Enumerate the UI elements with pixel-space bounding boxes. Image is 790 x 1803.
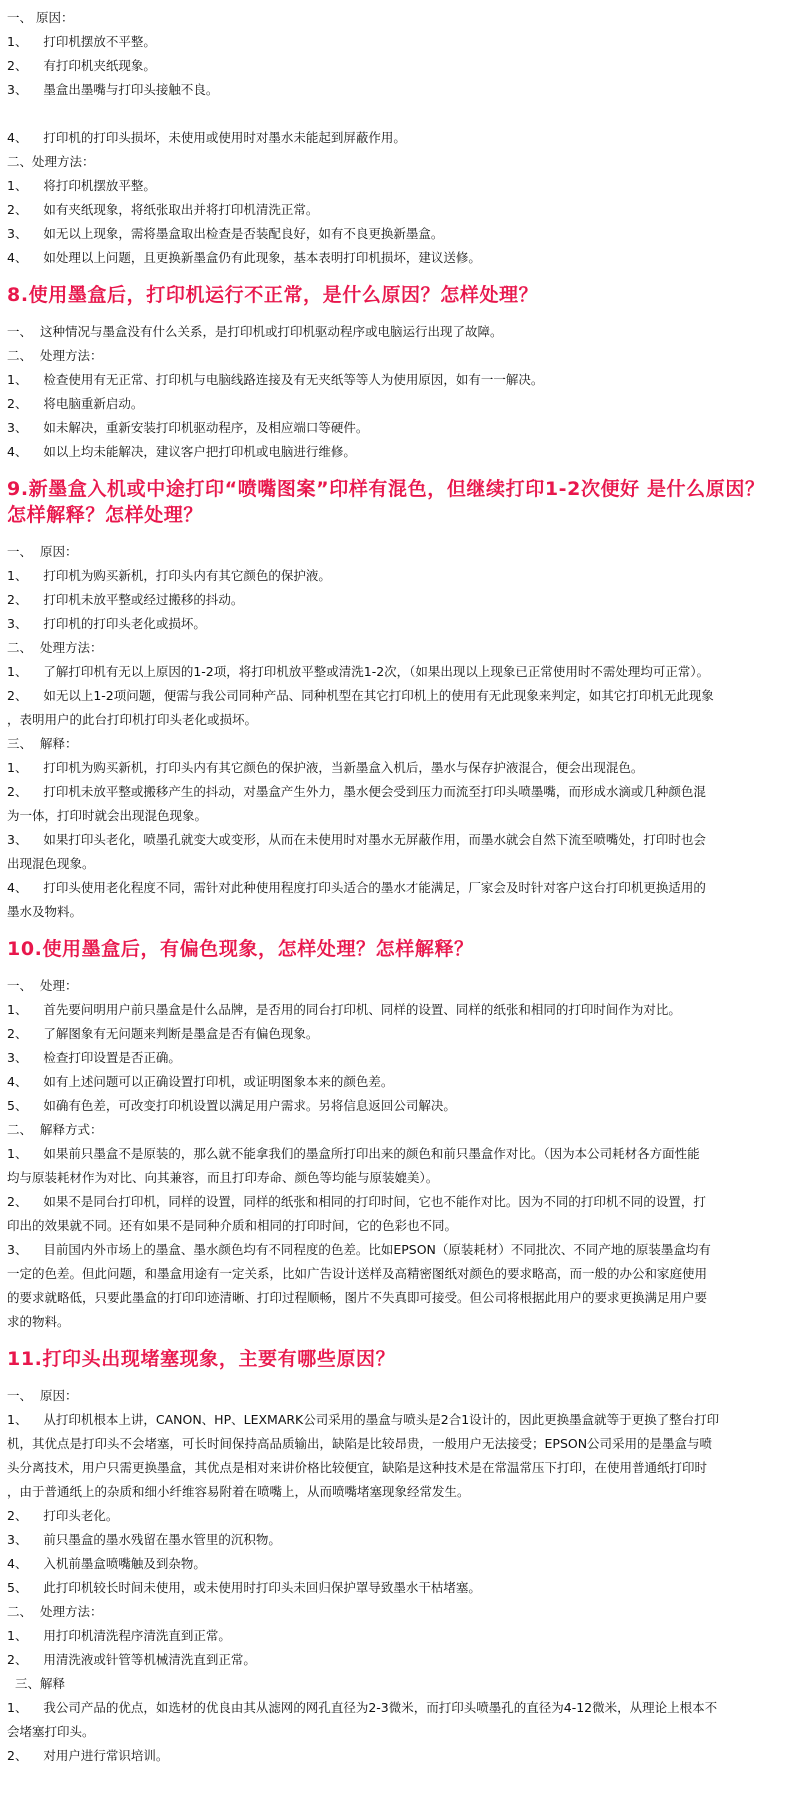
text-line: 二、处理方法： bbox=[7, 154, 95, 169]
text-line: 1、 打印机摆放不平整。 bbox=[7, 34, 156, 49]
text-line: 4、 如处理以上问题，且更换新墨盒仍有此现象，基本表明打印机损坏，建议送修。 bbox=[7, 250, 481, 265]
text-line: 4、 如以上均未能解决，建议客户把打印机或电脑进行维修。 bbox=[7, 444, 356, 459]
text-line: 4、 打印机的打印头损坏，未使用或使用时对墨水未能起到屏蔽作用。 bbox=[7, 130, 406, 145]
text-line: 1、 首先要问明用户前只墨盒是什么品牌，是否用的同台打印机、同样的设置、同样的纸张和相同的打印时间作为对比。 bbox=[7, 1002, 681, 1017]
text-line: 3、 如无以上现象，需将墨盒取出检查是否装配良好，如有不良更换新墨盒。 bbox=[7, 226, 444, 241]
text-line: 2、 打印机未放平整或搬移产生的抖动，对墨盒产生外力，墨水便会受到压力而流至打印头喷墨嘴，而形成水滴或几种颜色混 为一体，打印时就会出现混色现象。 bbox=[7, 784, 706, 823]
text-line: 3、 打印机的打印头老化或损坏。 bbox=[7, 616, 206, 631]
text-line: 3、 目前国内外市场上的墨盒、墨水颜色均有不同程度的色差。比如EPSON（原装耗材）不同批次、不同产地的原装墨盒均有 一定的色差。但此问题，和墨盒用途有一定关系，比如广告设计送样及高精密图纸对颜色的要求略高，而一般的办公和家庭使用 的要求就略低，只要此墨盒的打印印迹清晰、打印过程顺畅，图片不失真即可接受。但公司将根据此用户的要求更换满足用户要 求的物料。 bbox=[7, 1242, 711, 1329]
text-line: 2、 打印机未放平整或经过搬移的抖动。 bbox=[7, 592, 244, 607]
text-line: 一、 原因： bbox=[7, 544, 78, 559]
text-line: 3、 检查打印设置是否正确。 bbox=[7, 1050, 181, 1065]
section-heading: 9.新墨盒入机或中途打印“喷嘴图案”印样有混色，但继续打印1-2次便好 是什么原因？怎样解释？怎样处理？ bbox=[7, 478, 765, 526]
text-line: 1、 我公司产品的优点，如选材的优良由其从滤网的网孔直径为2-3微米，而打印头喷墨孔的直径为4-12微米，从理论上根本不 会堵塞打印头。 bbox=[7, 1700, 718, 1739]
text-line: 1、 打印机为购买新机，打印头内有其它颜色的保护液。 bbox=[7, 568, 331, 583]
section-heading: 11.打印头出现堵塞现象，主要有哪些原因？ bbox=[7, 1348, 396, 1370]
text-line: 2、 了解图象有无问题来判断是墨盒是否有偏色现象。 bbox=[7, 1026, 319, 1041]
text-line: 1、 检查使用有无正常、打印机与电脑线路连接及有无夹纸等等人为使用原因，如有一一解决。 bbox=[7, 372, 544, 387]
text-line: 3、 如果打印头老化，喷墨孔就变大或变形，从而在未使用时对墨水无屏蔽作用，而墨水就会自然下流至喷嘴处，打印时也会 出现混色现象。 bbox=[7, 832, 706, 871]
text-line: 5、 如确有色差，可改变打印机设置以满足用户需求。另将信息返回公司解决。 bbox=[7, 1098, 456, 1113]
text-line: 一、 这种情况与墨盒没有什么关系，是打印机或打印机驱动程序或电脑运行出现了故障。 bbox=[7, 324, 503, 339]
text-line: 一、 原因： bbox=[7, 10, 74, 25]
section-heading: 10.使用墨盒后，有偏色现象，怎样处理？怎样解释？ bbox=[7, 938, 474, 960]
text-line: 1、 用打印机清洗程序清洗直到正常。 bbox=[7, 1628, 231, 1643]
text-line: 3、 墨盒出墨嘴与打印头接触不良。 bbox=[7, 82, 219, 97]
text-line: 二、 处理方法： bbox=[7, 640, 103, 655]
text-line: 2、 用清洗液或针管等机械清洗直到正常。 bbox=[7, 1652, 256, 1667]
text-line: 2、 有打印机夹纸现象。 bbox=[7, 58, 156, 73]
text-line: 二、 解释方式： bbox=[7, 1122, 103, 1137]
text-line: 4、 如有上述问题可以正确设置打印机，或证明图象本来的颜色差。 bbox=[7, 1074, 394, 1089]
text-line: 4、 打印头使用老化程度不同，需针对此种使用程度打印头适合的墨水才能满足，厂家会及时针对客户这台打印机更换适用的 墨水及物料。 bbox=[7, 880, 706, 919]
blank-line bbox=[7, 102, 784, 126]
text-line: 1、 从打印机根本上讲，CANON、HP、LEXMARK公司采用的墨盒与喷头是2合1设计的，因此更换墨盒就等于更换了整台打印 机，其优点是打印头不会堵塞，可长时间保持高品质输出，缺陷是比较昂贵，一般用户无法接受；EPSON公司采用的是墨盒与喷 头分离技术，用户只需更换墨盒，其优点是相对来讲价格比较便宜，缺陷是这种技术是在常温常压下打印，在使用普通纸打印时 ，由于普通纸上的杂质和细小纤维容易附着在喷嘴上，从而喷嘴堵塞现象经常发生。 bbox=[7, 1412, 720, 1499]
text-line: 2、 如果不是同台打印机，同样的设置，同样的纸张和相同的打印时间，它也不能作对比。因为不同的打印机不同的设置，打 印出的效果就不同。还有如果不是同种介质和相同的打印时间，它的色彩也不同。 bbox=[7, 1194, 706, 1233]
text-line: 2、 打印头老化。 bbox=[7, 1508, 119, 1523]
text-line: 2、 如无以上1-2项问题，便需与我公司同种产品、同种机型在其它打印机上的使用有无此现象来判定，如其它打印机无此现象 ，表明用户的此台打印机打印头老化或损坏。 bbox=[7, 688, 714, 727]
text-line: 2、 将电脑重新启动。 bbox=[7, 396, 144, 411]
text-line: 3、 前只墨盒的墨水残留在墨水管里的沉积物。 bbox=[7, 1532, 281, 1547]
text-line: 三、解释 bbox=[7, 1676, 65, 1691]
text-line: 二、 处理方法： bbox=[7, 348, 103, 363]
text-line: 2、 如有夹纸现象，将纸张取出并将打印机清洗正常。 bbox=[7, 202, 319, 217]
section-heading: 8.使用墨盒后，打印机运行不正常，是什么原因？怎样处理？ bbox=[7, 284, 539, 306]
text-line: 1、 打印机为购买新机，打印头内有其它颜色的保护液，当新墨盒入机后，墨水与保存护液混合，便会出现混色。 bbox=[7, 760, 644, 775]
text-line: 3、 如未解决，重新安装打印机驱动程序，及相应端口等硬件。 bbox=[7, 420, 369, 435]
text-line: 1、 如果前只墨盒不是原装的，那么就不能拿我们的墨盒所打印出来的颜色和前只墨盒作对比。（因为本公司耗材各方面性能 均与原装耗材作为对比、向其兼容，而且打印寿命、颜色等均能与原装媲美）。 bbox=[7, 1146, 700, 1185]
text-line: 一、 处理： bbox=[7, 978, 78, 993]
text-line: 一、 原因： bbox=[7, 1388, 78, 1403]
text-line: 4、 入机前墨盒喷嘴触及到杂物。 bbox=[7, 1556, 206, 1571]
text-line: 1、 将打印机摆放平整。 bbox=[7, 178, 156, 193]
text-line: 1、 了解打印机有无以上原因的1-2项，将打印机放平整或清洗1-2次，（如果出现以上现象已正常使用时不需处理均可正常）。 bbox=[7, 664, 710, 679]
text-line: 2、 对用户进行常识培训。 bbox=[7, 1748, 169, 1763]
text-line: 二、 处理方法： bbox=[7, 1604, 103, 1619]
text-line: 5、 此打印机较长时间未使用，或未使用时打印头未回归保护罩导致墨水干枯堵塞。 bbox=[7, 1580, 481, 1595]
text-line: 三、 解释： bbox=[7, 736, 78, 751]
